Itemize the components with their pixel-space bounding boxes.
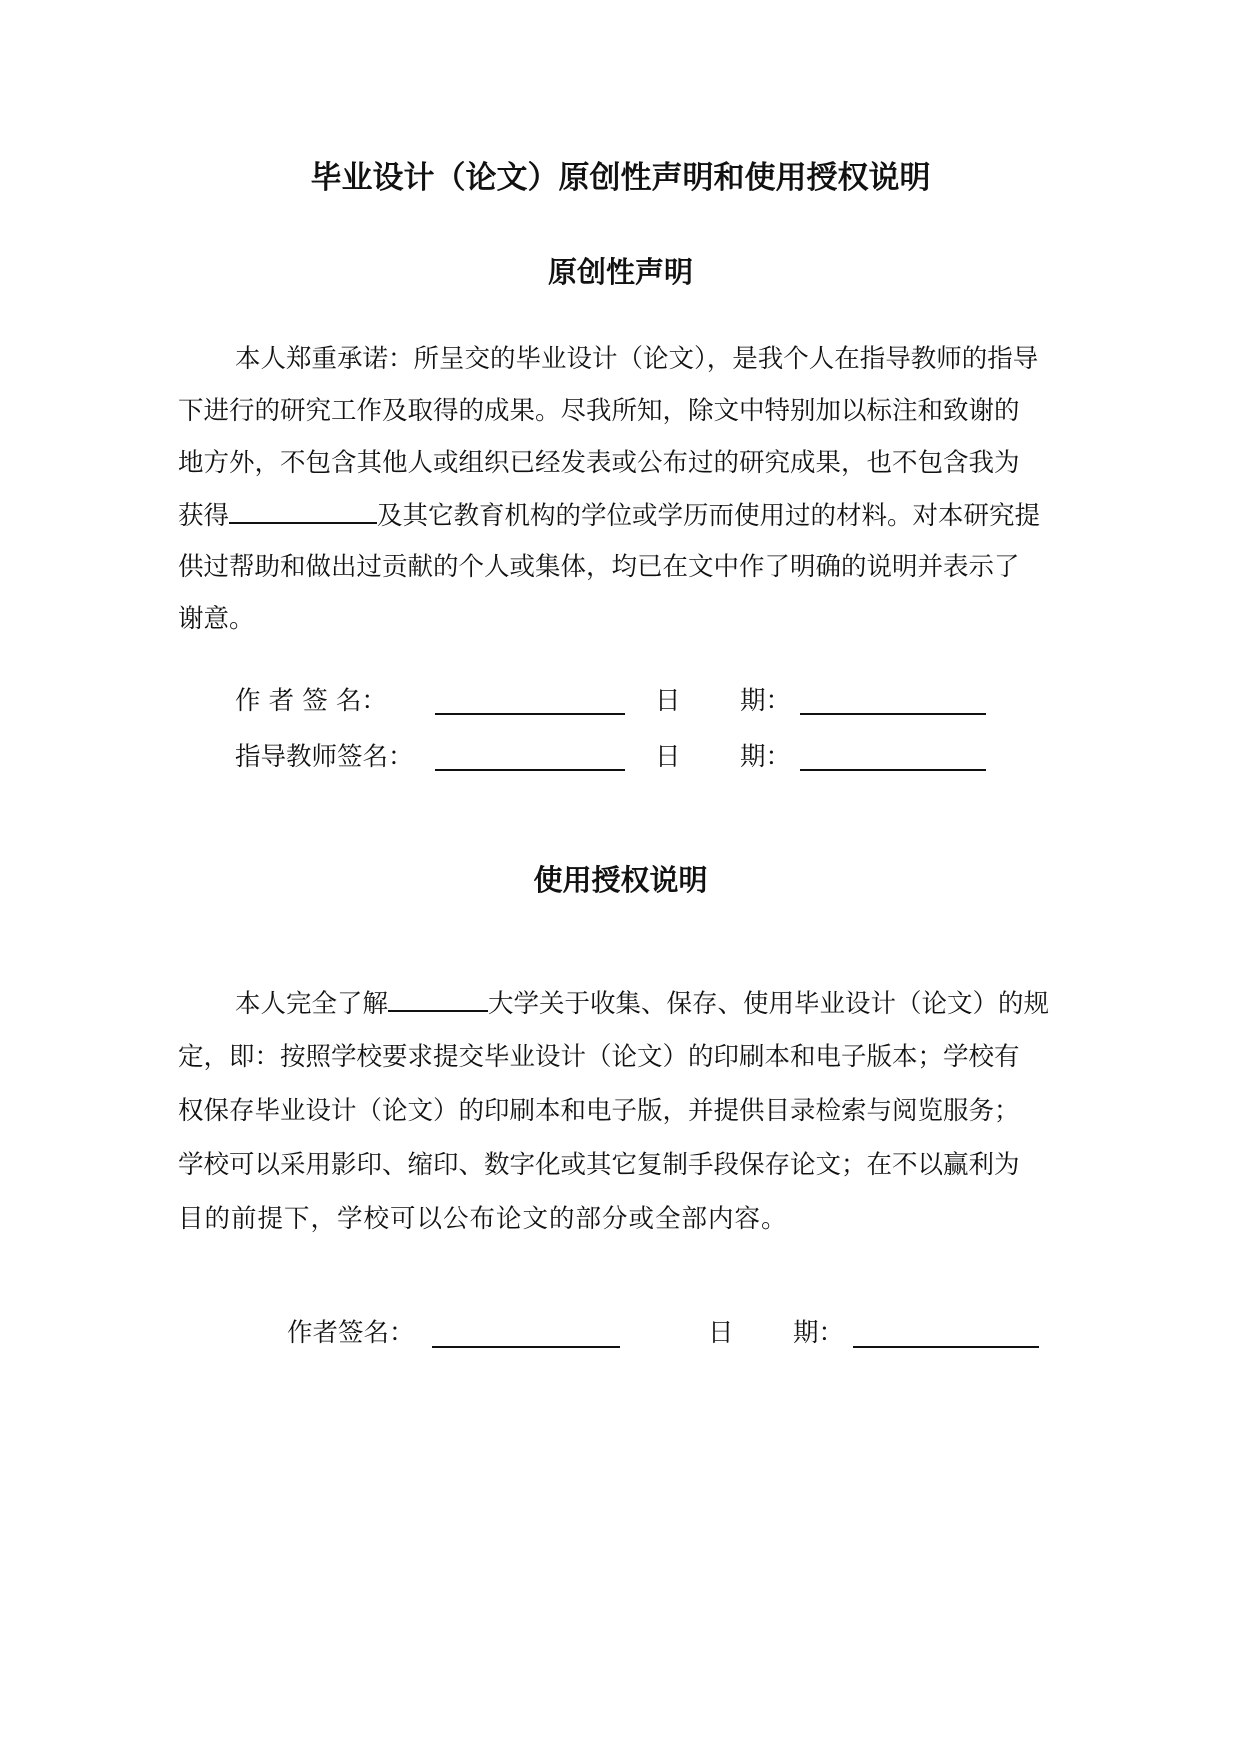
- advisor-date-label-period: 期：: [740, 742, 792, 772]
- page-title: 毕业设计（论文）原创性声明和使用授权说明: [310, 160, 931, 196]
- originality-line-6: 谢意。: [178, 604, 255, 634]
- originality-line-5: 供过帮助和做出过贡献的个人或集体，均已在文中作了明确的说明并表示了: [178, 552, 1020, 582]
- auth-line1-prefix: 本人完全了解: [235, 989, 389, 1019]
- university-blank[interactable]: [388, 988, 488, 1012]
- originality-line-1: 本人郑重承诺：所呈交的毕业设计（论文），是我个人在指导教师的指导: [235, 344, 1039, 374]
- institution-blank[interactable]: [229, 500, 377, 524]
- date-label-period: 期：: [740, 686, 792, 716]
- authorization-line-4: 学校可以采用影印、缩印、数字化或其它复制手段保存论文；在不以赢利为: [178, 1150, 1020, 1180]
- auth-date-line[interactable]: [853, 1346, 1039, 1348]
- originality-line-3: 地方外，不包含其他人或组织已经发表或公布过的研究成果，也不包含我为: [178, 448, 1020, 478]
- advisor-date-line[interactable]: [800, 769, 986, 771]
- authorization-line-1: [235, 988, 1049, 1019]
- originality-line-2: 下进行的研究工作及取得的成果。尽我所知，除文中特别加以标注和致谢的: [178, 396, 1020, 426]
- author-signature-label: 作 者 签 名：: [235, 686, 387, 716]
- authorization-heading: 使用授权说明: [533, 863, 708, 897]
- author-signature-line[interactable]: [435, 713, 625, 715]
- auth-line1-suffix: 大学关于收集、保存、使用毕业设计（论文）的规: [488, 989, 1050, 1019]
- advisor-signature-label: 指导教师签名：: [235, 742, 414, 772]
- auth-date-label-period: 期：: [793, 1318, 845, 1348]
- advisor-signature-line[interactable]: [435, 769, 625, 771]
- date-label-day: 日: [655, 686, 681, 716]
- line4-suffix: 及其它教育机构的学位或学历而使用过的材料。对本研究提: [377, 501, 1041, 531]
- authorization-line-3: 权保存毕业设计（论文）的印刷本和电子版，并提供目录检索与阅览服务；: [178, 1096, 1020, 1126]
- auth-author-signature-line[interactable]: [432, 1346, 620, 1348]
- authorization-line-5: 目的前提下，学校可以公布论文的部分或全部内容。: [178, 1204, 788, 1234]
- originality-line-4: [178, 500, 1040, 531]
- advisor-date-label-day: 日: [655, 742, 681, 772]
- originality-heading: 原创性声明: [547, 255, 693, 289]
- authorization-line-2: 定，即：按照学校要求提交毕业设计（论文）的印刷本和电子版本；学校有: [178, 1042, 1020, 1072]
- auth-author-signature-label: 作者签名：: [287, 1318, 415, 1348]
- author-date-line[interactable]: [800, 713, 986, 715]
- auth-date-label-day: 日: [708, 1318, 734, 1348]
- line4-prefix: 获得: [178, 501, 230, 531]
